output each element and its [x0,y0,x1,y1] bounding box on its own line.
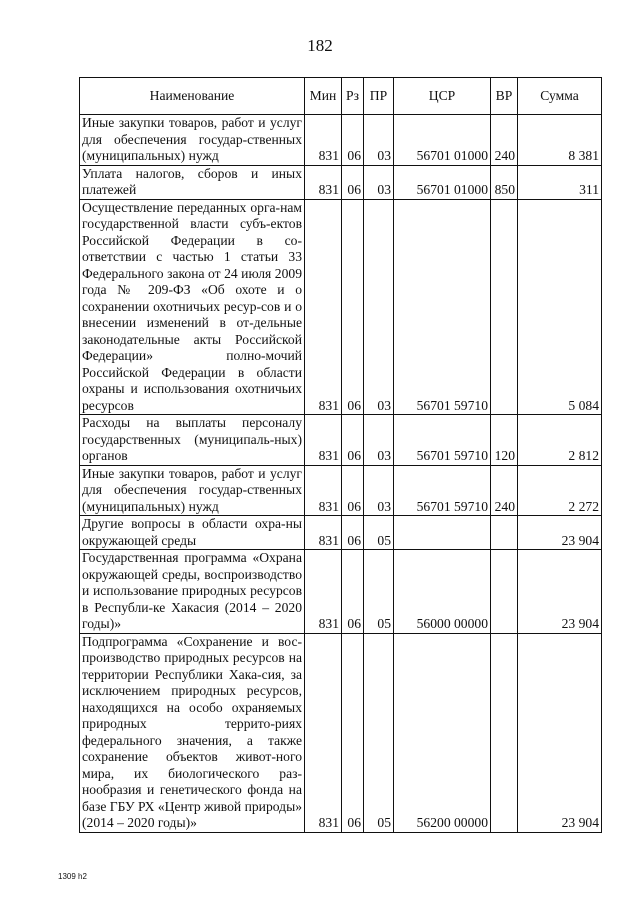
row-vr: 240 [491,115,518,166]
table-row [80,633,602,832]
row-rz: 06 [342,550,364,634]
row-vr [491,516,518,550]
row-pr: 05 [364,633,394,832]
row-rz: 06 [342,516,364,550]
footer-mark: 1309 h2 [58,872,87,881]
row-csr: 56200 00000 [394,633,491,832]
row-min: 831 [305,199,342,415]
header-min: Мин [305,78,342,115]
table-row [80,165,602,199]
row-min: 831 [305,550,342,634]
row-min: 831 [305,516,342,550]
row-vr: 240 [491,465,518,516]
row-sum: 2 812 [518,415,602,466]
table-row [80,465,602,516]
row-sum: 23 904 [518,550,602,634]
row-rz: 06 [342,165,364,199]
row-name: Государственная программа «Охрана окружающей среды, воспроизводство и использование природных ресурсов в Республи-ке Хакасия (2014 – 2020 годы)» [80,550,305,634]
table-body [80,115,602,833]
row-sum: 5 084 [518,199,602,415]
row-vr [491,550,518,634]
row-sum: 23 904 [518,516,602,550]
row-name: Расходы на выплаты персоналу государственных (муниципаль-ных) органов [80,415,305,466]
row-rz: 06 [342,465,364,516]
row-rz: 06 [342,415,364,466]
row-name: Подпрограмма «Сохранение и вос-производство природных ресурсов на территории Республики Хака-сия, за исключением природных ресурсов, находящихся на особо охраняемых природных террито-риях федерального значения, а также сохранение объектов живот-ного мира, их биологического раз-нообразия и генетического фонда на базе ГБУ РХ «Центр живой природы» (2014 – 2020 годы)» [80,633,305,832]
header-pr: ПР [364,78,394,115]
row-min: 831 [305,415,342,466]
row-pr: 05 [364,550,394,634]
table-header-row [80,78,602,115]
header-csr: ЦСР [394,78,491,115]
row-min: 831 [305,465,342,516]
row-csr: 56701 59710 [394,465,491,516]
row-name: Иные закупки товаров, работ и услуг для обеспечения государ-ственных (муниципальных) нужд [80,115,305,166]
row-pr: 03 [364,165,394,199]
row-sum: 23 904 [518,633,602,832]
row-pr: 03 [364,415,394,466]
header-vr: ВР [491,78,518,115]
row-pr: 03 [364,199,394,415]
budget-table [79,77,602,833]
row-name: Осуществление переданных орга-нам государственной власти субъ-ектов Российской Федерации в со-ответствии с частью 1 статьи 33 Федерального закона от 24 июля 2009 года № 209-ФЗ «Об охоте и о сохранении охотничьих ресур-сов и о внесении изменений в от-дельные законодательные акты Российской Федерации» полно-мочий Российской Федерации в области охраны и использования охотничьих ресурсов [80,199,305,415]
row-rz: 06 [342,199,364,415]
header-name: Наименование [80,78,305,115]
row-min: 831 [305,165,342,199]
row-name: Другие вопросы в области охра-ны окружающей среды [80,516,305,550]
table-row [80,415,602,466]
table-row [80,516,602,550]
row-csr: 56701 01000 [394,165,491,199]
row-vr: 850 [491,165,518,199]
row-rz: 06 [342,115,364,166]
row-name: Иные закупки товаров, работ и услуг для обеспечения государ-ственных (муниципальных) нужд [80,465,305,516]
table-row [80,550,602,634]
row-csr: 56701 59710 [394,415,491,466]
row-sum: 8 381 [518,115,602,166]
row-pr: 03 [364,115,394,166]
row-sum: 311 [518,165,602,199]
row-name: Уплата налогов, сборов и иных платежей [80,165,305,199]
table-row [80,115,602,166]
row-min: 831 [305,633,342,832]
table-row [80,199,602,415]
row-pr: 03 [364,465,394,516]
row-vr [491,633,518,832]
row-vr [491,199,518,415]
row-csr: 56701 01000 [394,115,491,166]
row-sum: 2 272 [518,465,602,516]
header-rz: Рз [342,78,364,115]
header-sum: Сумма [518,78,602,115]
row-csr [394,516,491,550]
row-vr: 120 [491,415,518,466]
row-min: 831 [305,115,342,166]
page-number: 182 [307,36,333,55]
row-csr: 56000 00000 [394,550,491,634]
row-rz: 06 [342,633,364,832]
row-pr: 05 [364,516,394,550]
row-csr: 56701 59710 [394,199,491,415]
